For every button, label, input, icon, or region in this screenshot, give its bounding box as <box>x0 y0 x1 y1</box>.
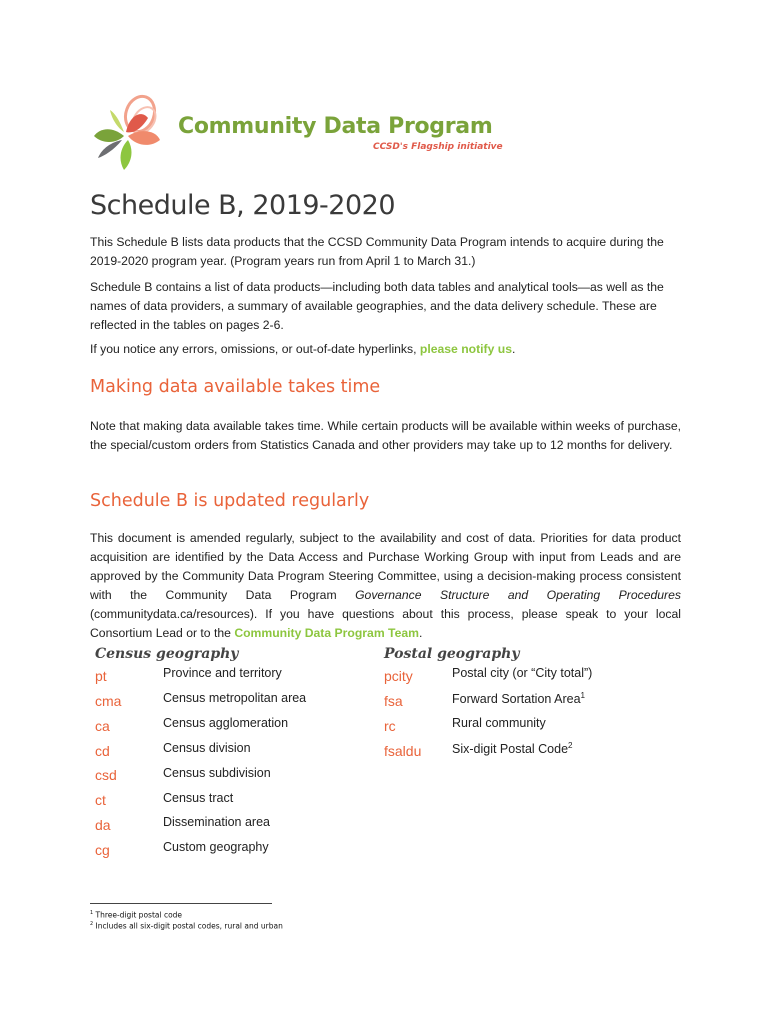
intro-p3-end: . <box>512 342 516 356</box>
intro-paragraph-1: This Schedule B lists data products that the CCSD Community Data Program intends to acquire during the 2019-2020 program year. (Program years run from April 1 to March 31.) <box>90 235 664 268</box>
logo-tagline: CCSD's Flagship initiative <box>373 142 503 152</box>
section2-text-2: (communitydata.ca/resources). If you have questions about this process, please speak to your local Consortium Lead or to the <box>90 607 681 640</box>
footnote-1 <box>90 910 182 920</box>
footnote-divider <box>90 903 272 904</box>
intro-p3-text: If you notice any errors, omissions, or out-of-date hyperlinks, <box>90 342 420 356</box>
geo-code: csd <box>95 767 117 783</box>
geo-desc: Census agglomeration <box>163 716 289 730</box>
geo-desc: Dissemination area <box>163 815 270 829</box>
geo-desc: Census metropolitan area <box>163 691 307 705</box>
geo-desc-text: Forward Sortation Area <box>452 692 581 707</box>
section-heading-making-data: Making data available takes time <box>90 377 381 397</box>
geo-code: ct <box>95 792 106 808</box>
section2-text-end: . <box>418 626 423 640</box>
intro-paragraph-2: Schedule B contains a list of data products—including both data tables and analytical tools—as well as the names of data providers, a summary of available geographies, and the data delivery schedule. These are reflected in the tables on pages 2-6. <box>90 280 664 332</box>
geo-code: fsaldu <box>384 743 422 759</box>
footnote-2 <box>90 921 283 931</box>
section2-body <box>90 529 681 643</box>
logo-title: Community Data Program <box>178 114 493 139</box>
geo-code: fsa <box>384 693 403 709</box>
geo-desc <box>452 691 585 706</box>
geo-desc-text: Rural community <box>452 716 546 730</box>
postal-geography-heading: Postal geography <box>384 646 520 662</box>
geo-desc-text: Postal city (or “City total”) <box>452 666 593 680</box>
geo-code: cd <box>95 743 110 759</box>
geo-desc <box>452 666 592 680</box>
geo-desc: Province and territory <box>163 666 282 680</box>
census-geography-heading: Census geography <box>95 646 239 662</box>
geo-code: pt <box>95 668 107 684</box>
section2-text-1: This document is amended regularly, subject to the availability and cost of data. Priorities for data product acquisition are identified by the Data Access and Purchase Working Group with input from Leads and are approved by the Community Data Program Steering Committee, using a decision-making process consistent with the Community Data Program <box>90 531 681 602</box>
geo-code: cg <box>95 842 110 858</box>
footnote-text: Three-digit postal code <box>95 910 183 920</box>
community-data-program-logo-icon <box>90 92 185 172</box>
footnote-number: 2 <box>90 921 94 927</box>
footnote-number: 1 <box>90 910 94 916</box>
footnote-ref: 1 <box>580 691 586 700</box>
geo-desc: Census division <box>163 741 251 755</box>
please-notify-us-link[interactable]: please notify us <box>419 342 512 356</box>
geo-desc-text: Six-digit Postal Code <box>452 742 569 757</box>
geo-code: pcity <box>384 668 413 684</box>
intro-paragraph-3 <box>90 340 681 359</box>
section1-body: Note that making data available takes time. While certain products will be available within weeks of purchase, the special/custom orders from Statistics Canada and other providers may take up to 12 months for delivery. <box>90 419 681 452</box>
footnote-ref: 2 <box>568 741 573 750</box>
community-data-program-team-link[interactable]: Community Data Program Team <box>234 626 419 640</box>
geo-code: rc <box>384 718 396 734</box>
geo-desc <box>452 741 573 756</box>
geo-code: ca <box>95 718 110 734</box>
geo-desc: Custom geography <box>163 840 269 854</box>
geo-desc: Census subdivision <box>163 766 271 780</box>
footnote-text: Includes all six-digit postal codes, rural and urban <box>95 921 283 931</box>
geo-desc <box>452 716 546 730</box>
geo-code: cma <box>95 693 122 709</box>
governance-document-title: Governance Structure and Operating Procedures <box>355 588 681 602</box>
geo-desc: Census tract <box>163 791 234 805</box>
geo-code: da <box>95 817 111 833</box>
page-title: Schedule B, 2019-2020 <box>90 190 396 221</box>
section-heading-updated-regularly: Schedule B is updated regularly <box>90 491 370 511</box>
